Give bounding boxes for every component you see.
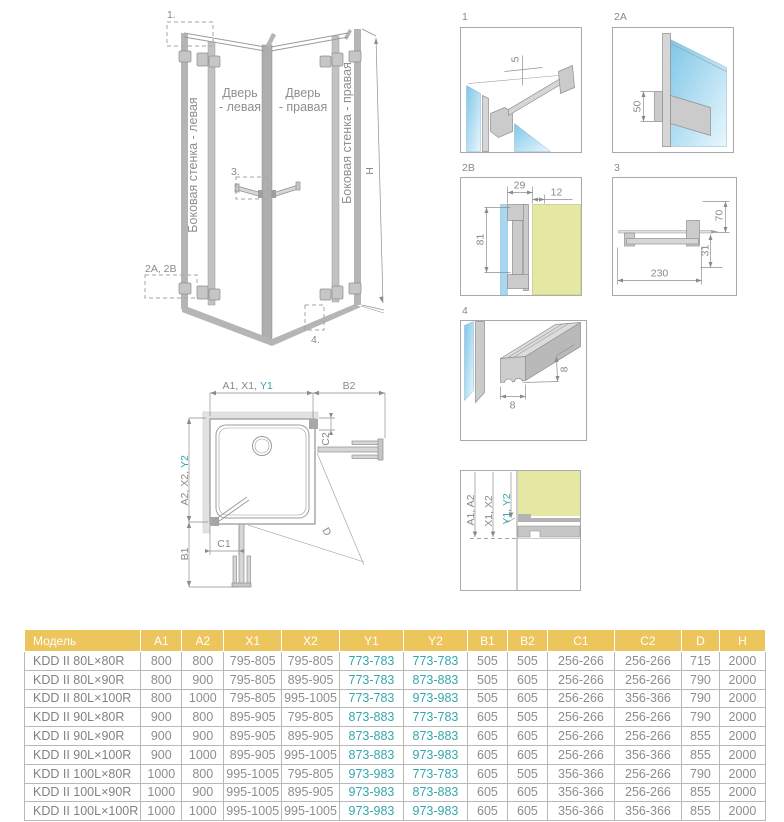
spec-cell: 1000 [141, 802, 182, 821]
bottom-door-cap [232, 583, 251, 587]
spec-cell: 2000 [719, 727, 765, 746]
column-header-6: Y2 [403, 630, 467, 652]
dim-c2: C2 [320, 432, 332, 446]
dim-left-label-group [179, 455, 191, 505]
left-wall-glass-edge [208, 42, 215, 305]
detail-2b-label: 2B [462, 162, 475, 174]
towel-rail [627, 239, 699, 245]
column-header-1: A1 [141, 630, 182, 652]
spec-cell: 855 [681, 802, 719, 821]
spec-cell: 895-905 [282, 783, 340, 802]
spec-cell: 2000 [719, 670, 765, 689]
spec-cell: 605 [467, 783, 507, 802]
spec-cell: 855 [681, 783, 719, 802]
spec-cell: 356-366 [614, 802, 681, 821]
right-door-handle-b [352, 455, 380, 459]
corner-post [262, 45, 272, 339]
dim-31: 31 [699, 244, 712, 257]
dim-top-label: A1, X1, [222, 380, 257, 392]
spec-cell: 356-366 [547, 764, 614, 783]
detail-4 [458, 303, 588, 441]
column-header-8: B2 [507, 630, 547, 652]
table-row [25, 727, 766, 746]
label-door-left-2: - левая [218, 100, 262, 114]
spec-cell: 900 [141, 708, 182, 727]
spec-cell: 995-1005 [282, 802, 340, 821]
spec-cell: 790 [681, 708, 719, 727]
model-cell: KDD II 90L×90R [25, 727, 141, 746]
spec-cell: 773-783 [339, 689, 403, 708]
spec-cell: 256-266 [614, 783, 681, 802]
spec-cell: 895-905 [224, 727, 282, 746]
spec-cell: 256-266 [614, 652, 681, 671]
bottom-door-plan [239, 524, 244, 586]
dim-a1-a2: A1, A2 [465, 494, 477, 526]
spec-cell: 873-883 [403, 783, 467, 802]
right-door-handle-a [352, 441, 380, 445]
wall-section [518, 471, 580, 516]
detail-2b [458, 160, 584, 296]
spec-cell: 605 [507, 783, 547, 802]
label-door-right-1: Дверь [285, 86, 321, 100]
spec-cell: 256-266 [614, 708, 681, 727]
spec-cell: 1000 [182, 802, 224, 821]
spec-cell: 873-883 [339, 708, 403, 727]
dim-5: 5 [509, 56, 522, 63]
wall-top [203, 412, 318, 419]
spec-cell: 973-983 [403, 689, 467, 708]
spec-cell: 356-366 [547, 783, 614, 802]
spec-cell: 605 [467, 708, 507, 727]
spec-cell: 605 [507, 670, 547, 689]
glass-section [501, 205, 508, 296]
detail-2a-label: 2A [614, 11, 627, 23]
detail-2a [610, 8, 736, 154]
spec-cell: 795-805 [282, 652, 340, 671]
detail-5 [458, 468, 584, 594]
label-side-wall-right: Боковая стенка - правая [340, 62, 354, 204]
spec-cell: 773-783 [339, 670, 403, 689]
spec-cell: 800 [182, 652, 224, 671]
model-cell: KDD II 100L×80R [25, 764, 141, 783]
wall-left [203, 412, 210, 533]
spec-cell: 505 [507, 764, 547, 783]
spec-cell: 800 [141, 652, 182, 671]
detail-3 [610, 160, 738, 296]
label-door-right-2: - правая [278, 100, 328, 114]
spec-cell: 895-905 [224, 745, 282, 764]
spec-cell: 800 [182, 764, 224, 783]
spec-cell: 256-266 [614, 670, 681, 689]
spec-cell: 873-883 [403, 670, 467, 689]
model-cell: KDD II 100L×100R [25, 802, 141, 821]
column-header-0: Модель [25, 630, 141, 652]
callout-label-2a-2b: 2A, 2B [145, 263, 177, 275]
spec-cell: 505 [507, 652, 547, 671]
model-cell: KDD II 90L×80R [25, 708, 141, 727]
spec-cell: 900 [182, 670, 224, 689]
model-cell: KDD II 100L×90R [25, 783, 141, 802]
spec-cell: 900 [141, 727, 182, 746]
dim-y1-y2: Y1, Y2 [501, 493, 513, 525]
spec-cell: 505 [507, 708, 547, 727]
table-row [25, 764, 766, 783]
detail-1 [458, 8, 584, 154]
spec-cell: 2000 [719, 745, 765, 764]
table-row [25, 670, 766, 689]
callout-label-3: 3. [231, 166, 240, 178]
glass-panel-left [467, 86, 481, 152]
front-view-drawing [135, 3, 435, 375]
table-row [25, 708, 766, 727]
right-wall-glass-edge [332, 36, 339, 302]
spec-cell: 2000 [719, 764, 765, 783]
spec-cell: 855 [681, 745, 719, 764]
glass-frame-bar [483, 96, 489, 152]
spec-cell: 605 [467, 764, 507, 783]
spec-cell: 605 [467, 745, 507, 764]
spec-cell: 855 [681, 727, 719, 746]
spec-cell: 795-805 [282, 708, 340, 727]
bottom-door-handle-a [233, 556, 237, 583]
spec-cell: 995-1005 [224, 783, 282, 802]
spec-cell: 605 [507, 745, 547, 764]
spec-cell: 256-266 [547, 727, 614, 746]
spec-cell: 256-266 [547, 670, 614, 689]
spec-cell: 256-266 [547, 708, 614, 727]
dim-line-c2 [319, 418, 335, 430]
dim-d: D [319, 525, 334, 539]
spec-cell: 605 [467, 802, 507, 821]
spec-cell: 995-1005 [224, 802, 282, 821]
spec-cell: 795-805 [224, 652, 282, 671]
spec-cell: 356-366 [547, 802, 614, 821]
dim-81: 81 [474, 233, 487, 246]
profile-tab [518, 514, 531, 519]
column-header-11: D [681, 630, 719, 652]
shower-tray [210, 419, 315, 524]
spec-cell: 2000 [719, 802, 765, 821]
table-row [25, 802, 766, 821]
spec-cell: 356-366 [614, 745, 681, 764]
column-header-10: C2 [614, 630, 681, 652]
spec-cell: 795-805 [224, 689, 282, 708]
spec-cell: 773-783 [403, 652, 467, 671]
spec-cell: 973-983 [403, 745, 467, 764]
bottom-door-handle-b [247, 556, 251, 583]
spec-cell: 256-266 [547, 745, 614, 764]
glass-frame-bar [476, 322, 485, 403]
detail-1-label: 1 [462, 11, 468, 23]
spec-cell: 800 [141, 689, 182, 708]
spec-cell: 715 [681, 652, 719, 671]
model-cell: KDD II 80L×80R [25, 652, 141, 671]
spec-cell: 605 [507, 802, 547, 821]
spec-cell: 895-905 [282, 727, 340, 746]
spec-cell: 773-783 [403, 708, 467, 727]
spec-cell: 795-805 [224, 670, 282, 689]
glass-frame-bar [663, 34, 671, 147]
column-header-7: B1 [467, 630, 507, 652]
dim-left-label-teal: Y2 [179, 455, 191, 468]
spec-cell: 2000 [719, 708, 765, 727]
spec-cell: 1000 [182, 689, 224, 708]
model-cell: KDD II 90L×100R [25, 745, 141, 764]
spec-cell: 900 [141, 745, 182, 764]
spec-cell: 256-266 [614, 764, 681, 783]
right-wall-profile [354, 29, 361, 305]
spec-cell: 995-1005 [282, 745, 340, 764]
spec-cell: 505 [467, 689, 507, 708]
dim-8b: 8 [558, 366, 571, 373]
spec-cell: 795-805 [282, 764, 340, 783]
spec-cell: 995-1005 [224, 764, 282, 783]
callout-label-4: 4. [311, 334, 320, 346]
spec-cell: 895-905 [282, 670, 340, 689]
top-support-right [344, 29, 352, 40]
table-row [25, 689, 766, 708]
spec-table [24, 629, 766, 821]
spec-cell: 973-983 [403, 802, 467, 821]
right-door-plan [318, 447, 379, 452]
spec-cell: 356-366 [614, 689, 681, 708]
label-door-left-1: Дверь [222, 86, 258, 100]
column-header-3: X1 [224, 630, 282, 652]
table-row [25, 652, 766, 671]
spec-cell: 973-983 [339, 783, 403, 802]
dim-8a: 8 [509, 399, 516, 412]
spec-cell: 605 [507, 727, 547, 746]
spec-cell: 505 [467, 652, 507, 671]
spec-cell: 973-983 [339, 764, 403, 783]
table-head [25, 630, 766, 652]
column-header-5: Y1 [339, 630, 403, 652]
spec-cell: 1000 [182, 745, 224, 764]
dim-top-label-teal: Y1 [260, 380, 273, 392]
spec-cell: 2000 [719, 783, 765, 802]
spec-cell: 900 [182, 783, 224, 802]
spec-cell: 605 [467, 727, 507, 746]
table-row [25, 745, 766, 764]
left-door-top-edge [184, 33, 265, 51]
table-body [25, 652, 766, 821]
spec-cell: 2000 [719, 689, 765, 708]
dim-b2: B2 [342, 380, 356, 392]
dim-29: 29 [513, 179, 526, 192]
model-cell: KDD II 80L×100R [25, 689, 141, 708]
spec-cell: 900 [182, 727, 224, 746]
spec-cell: 256-266 [547, 652, 614, 671]
dim-b1: B1 [179, 547, 191, 561]
profile-step [518, 526, 580, 537]
plan-view-drawing [172, 378, 407, 623]
top-support-left [266, 33, 276, 47]
table-row [25, 783, 766, 802]
column-header-12: H [719, 630, 765, 652]
spec-cell: 505 [467, 670, 507, 689]
dim-230: 230 [650, 267, 669, 280]
dim-c1: C1 [217, 538, 231, 550]
column-header-4: X2 [282, 630, 340, 652]
spec-cell: 895-905 [224, 708, 282, 727]
detail-4-label: 4 [462, 305, 468, 317]
spec-cell: 873-883 [403, 727, 467, 746]
corner-post-plan [309, 419, 318, 429]
right-door-cap [378, 439, 383, 460]
dim-50: 50 [631, 100, 644, 113]
dim-x1-x2: X1, X2 [483, 495, 495, 527]
dim-left-label: A2, X2, [179, 471, 191, 506]
spec-cell: 790 [681, 764, 719, 783]
label-side-wall-left: Боковая стенка - левая [186, 97, 200, 233]
spec-cell: 1000 [141, 783, 182, 802]
spec-cell: 790 [681, 689, 719, 708]
threshold-left [182, 305, 272, 346]
wall-section [533, 205, 582, 296]
bottom-hinge-plan [210, 517, 219, 526]
column-header-9: C1 [547, 630, 614, 652]
detail-5-content [461, 471, 581, 591]
hinge-body [655, 92, 663, 122]
spec-cell: 873-883 [339, 745, 403, 764]
spec-cell: 2000 [719, 652, 765, 671]
model-cell: KDD II 80L×90R [25, 670, 141, 689]
spec-cell: 995-1005 [282, 689, 340, 708]
spec-cell: 605 [507, 689, 547, 708]
spec-cell: 973-983 [339, 802, 403, 821]
spec-cell: 1000 [141, 764, 182, 783]
spec-cell: 773-783 [339, 652, 403, 671]
spec-cell: 873-883 [339, 727, 403, 746]
spec-cell: 773-783 [403, 764, 467, 783]
spec-cell: 256-266 [614, 727, 681, 746]
label-height: H [364, 167, 376, 175]
dim-12: 12 [550, 186, 563, 199]
spec-cell: 790 [681, 670, 719, 689]
header-row [25, 630, 766, 652]
detail-3-label: 3 [614, 162, 620, 174]
callouts [145, 9, 324, 346]
spec-cell: 800 [182, 708, 224, 727]
spec-cell: 800 [141, 670, 182, 689]
column-header-2: A2 [182, 630, 224, 652]
dim-70: 70 [713, 209, 726, 222]
spec-cell: 256-266 [547, 689, 614, 708]
glass-panel [465, 322, 474, 401]
callout-label-1: 1. [167, 9, 176, 21]
